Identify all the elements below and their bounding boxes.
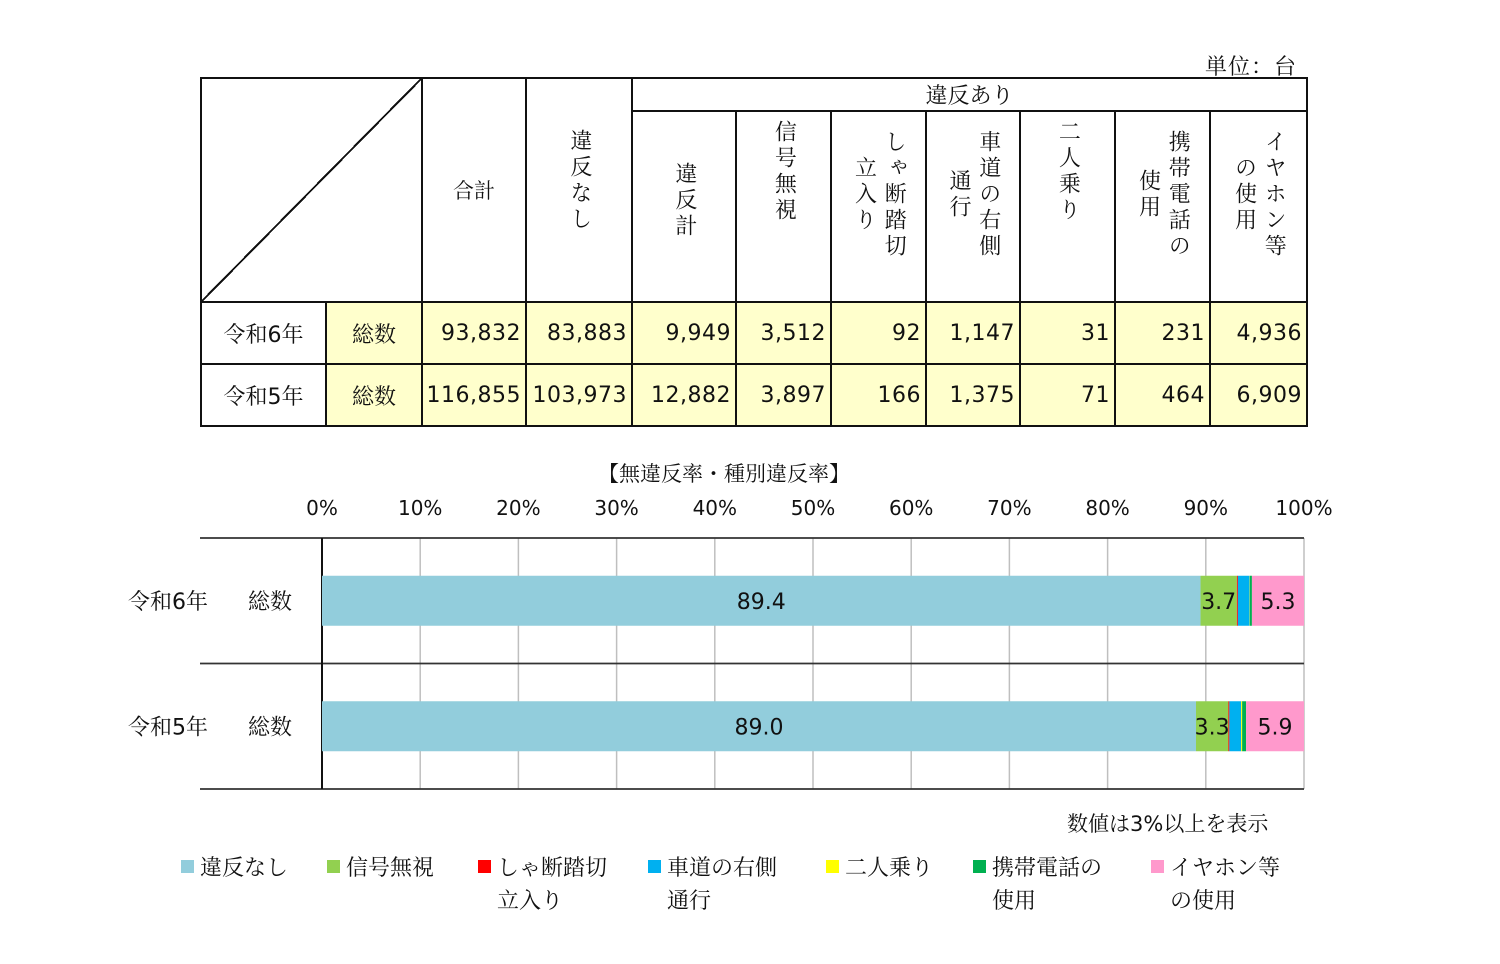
cell-crossing: 92: [831, 302, 926, 364]
data-label: 3.3: [1194, 715, 1230, 741]
x-tick-label: 0%: [306, 496, 338, 520]
legend-swatch: [327, 860, 340, 873]
bar-segment: [1250, 576, 1252, 626]
legend-swatch: [1151, 860, 1164, 873]
x-tick-label: 10%: [397, 496, 443, 520]
header-no-violation: 違反なし: [526, 78, 632, 302]
header-violation-group: 違反あり: [632, 78, 1307, 111]
cell-phone: 464: [1115, 364, 1210, 426]
header-signal: 信号無視: [736, 111, 831, 302]
category-label-year: 令和5年: [128, 715, 208, 741]
legend-item: [181, 852, 288, 885]
bar-segment: [1228, 701, 1229, 751]
header-two-riders: 二人乗り: [1020, 111, 1115, 302]
legend-swatch: [826, 860, 839, 873]
bar-segment: [1242, 701, 1246, 751]
row-year: 令和5年: [201, 364, 326, 426]
row-year: 令和6年: [201, 302, 326, 364]
legend-label: 携帯電話の: [992, 856, 1103, 881]
legend-swatch: [973, 860, 986, 873]
bar-segment: [1241, 701, 1242, 751]
legend-swatch: [648, 860, 661, 873]
legend-label-line2: の使用: [1170, 889, 1237, 914]
data-label: 5.9: [1257, 715, 1293, 741]
legend-label-line2: 通行: [667, 889, 712, 914]
header-total: 合計: [422, 78, 526, 302]
legend-label: 信号無視: [346, 856, 435, 881]
cell-two-riders: 71: [1020, 364, 1115, 426]
legend-label: 車道の右側: [667, 856, 778, 881]
cell-phone: 231: [1115, 302, 1210, 364]
legend-label: 違反なし: [200, 856, 289, 881]
cell-crossing: 166: [831, 364, 926, 426]
header-phone: 携帯電話の使用: [1115, 111, 1210, 302]
legend-item: [648, 852, 777, 918]
legend-item: [478, 852, 607, 918]
legend-swatch: [181, 860, 194, 873]
cell-no-violation: 103,973: [526, 364, 632, 426]
legend-label: 二人乗り: [845, 856, 934, 881]
row-type: 総数: [326, 364, 422, 426]
cell-total: 116,855: [422, 364, 526, 426]
legend-item: [826, 852, 933, 885]
legend-label-line2: 立入り: [497, 889, 564, 914]
data-label: 3.7: [1201, 589, 1237, 615]
legend-item: [327, 852, 434, 885]
data-label: 5.3: [1260, 589, 1296, 615]
bar-segment: [1237, 576, 1238, 626]
cell-total: 93,832: [422, 302, 526, 364]
cell-signal: 3,897: [736, 364, 831, 426]
data-label: 89.0: [734, 715, 784, 741]
legend-label-line2: 使用: [992, 889, 1037, 914]
header-violation-total: 違反計: [632, 111, 736, 302]
legend-label: しゃ断踏切: [497, 856, 608, 881]
header-crossing: しゃ断踏切立入り: [831, 111, 926, 302]
x-tick-label: 80%: [1085, 496, 1130, 520]
cell-right-side: 1,375: [926, 364, 1020, 426]
legend-swatch: [478, 860, 491, 873]
cell-violation-total: 9,949: [632, 302, 736, 364]
cell-earphone: 6,909: [1210, 364, 1307, 426]
x-tick-label: 100%: [1275, 496, 1333, 520]
chart-title: 【無違反率・種別違反率】: [598, 462, 850, 486]
x-tick-label: 30%: [594, 496, 639, 520]
header-right-side: 車道の右側通行: [926, 111, 1020, 302]
x-tick-label: 90%: [1183, 496, 1229, 520]
header-earphone: イヤホン等の使用: [1210, 111, 1307, 302]
cell-two-riders: 31: [1020, 302, 1115, 364]
x-tick-label: 50%: [790, 496, 836, 520]
legend-label: イヤホン等: [1170, 856, 1281, 881]
category-label-year: 令和6年: [128, 589, 208, 615]
unit-label: 単位：台: [1205, 55, 1298, 80]
chart-note: 数値は3%以上を表示: [1067, 812, 1269, 836]
cell-right-side: 1,147: [926, 302, 1020, 364]
legend-item: [1151, 852, 1280, 918]
cell-no-violation: 83,883: [526, 302, 632, 364]
x-tick-label: 60%: [888, 496, 934, 520]
x-tick-label: 70%: [987, 496, 1032, 520]
chart-legend: [0, 852, 1500, 932]
category-label-type: 総数: [248, 589, 293, 615]
x-tick-label: 20%: [496, 496, 541, 520]
category-label-type: 総数: [248, 715, 293, 741]
cell-earphone: 4,936: [1210, 302, 1307, 364]
bar-segment: [1229, 701, 1241, 751]
bar-segment: [1238, 576, 1250, 626]
row-type: 総数: [326, 302, 422, 364]
cell-violation-total: 12,882: [632, 364, 736, 426]
x-tick-label: 40%: [692, 496, 738, 520]
cell-signal: 3,512: [736, 302, 831, 364]
legend-item: [973, 852, 1102, 918]
data-label: 89.4: [736, 589, 786, 615]
